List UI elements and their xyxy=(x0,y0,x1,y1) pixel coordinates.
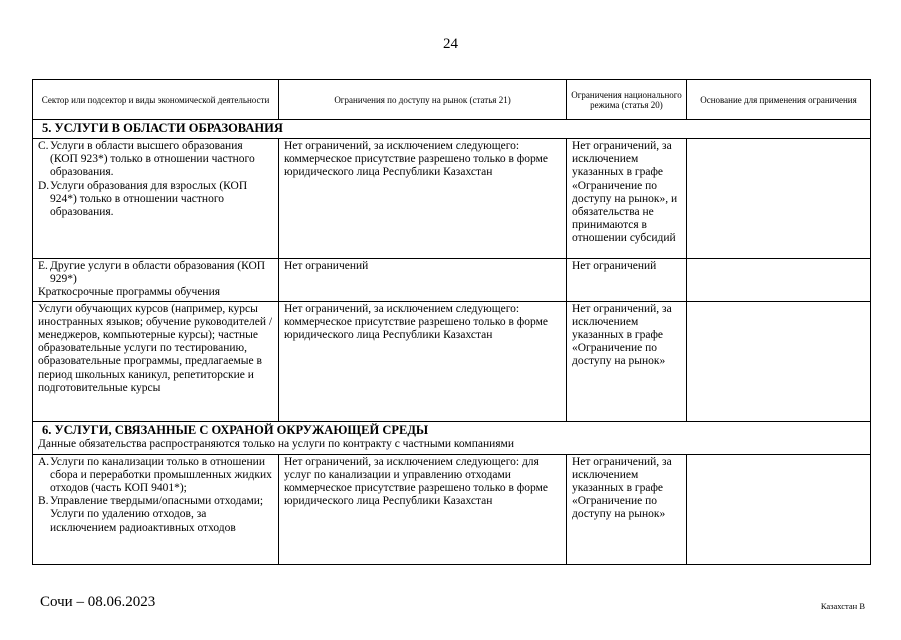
list-item xyxy=(38,140,273,180)
item-marker: C. xyxy=(38,140,49,152)
market-access-cell: Нет ограничений, за исключением следующего: коммерческое присутствие разрешено только в форме юридического лица Республики Казахстан xyxy=(279,139,567,259)
market-access-cell: Нет ограничений, за исключением следующего: для услуг по канализации и управлению отходами коммерческое присутствие разрешено только в форме юридического лица Республики Казахстан xyxy=(279,454,567,564)
table-row xyxy=(33,301,871,421)
section-title: 6. УСЛУГИ, СВЯЗАННЫЕ С ОХРАНОЙ ОКРУЖАЮЩЕЙ СРЕДЫ xyxy=(42,422,429,437)
page-number: 24 xyxy=(443,36,458,52)
section-row xyxy=(33,421,871,454)
market-access-cell: Нет ограничений, за исключением следующего: коммерческое присутствие разрешено только в форме юридического лица Республики Казахстан xyxy=(279,301,567,421)
table-row xyxy=(33,139,871,259)
section-row xyxy=(33,120,871,139)
item-text: Услуги в области высшего образования (КОП 923*) только в отношении частного образования. xyxy=(50,140,255,179)
basis-cell xyxy=(687,259,871,302)
item-text: Другие услуги в области образования (КОП 929*) xyxy=(50,260,266,286)
header-market-access: Ограничения по доступу на рынок (статья 21) xyxy=(279,80,567,120)
footer-date: Сочи – 08.06.2023 xyxy=(40,594,156,610)
header-sector: Сектор или подсектор и виды экономической деятельности xyxy=(33,80,279,120)
table-row xyxy=(33,454,871,564)
sector-cell xyxy=(33,454,279,564)
item-marker: B. xyxy=(38,495,49,508)
national-treatment-cell: Нет ограничений xyxy=(567,259,687,302)
basis-cell xyxy=(687,139,871,259)
table-header-row xyxy=(33,80,871,120)
item-subtitle: Краткосрочные программы обучения xyxy=(38,286,221,299)
header-basis: Основание для применения ограничения xyxy=(687,80,871,120)
item-text: Услуги по канализации только в отношении сбора и переработки промышленных жидких отходов (часть КОП 9401*); xyxy=(50,455,272,495)
list-item xyxy=(38,495,273,508)
basis-cell xyxy=(687,301,871,421)
national-treatment-cell: Нет ограничений, за исключением указанных в графе «Ограничение по доступу на рынок», и обязательства не принимаются в отношении субсидий xyxy=(567,139,687,259)
national-treatment-cell: Нет ограничений, за исключением указанных в графе «Ограничение по доступу на рынок» xyxy=(567,454,687,564)
list-item xyxy=(38,456,273,496)
item-text: Управление твердыми/опасными отходами; xyxy=(50,495,264,508)
market-access-cell: Нет ограничений xyxy=(279,259,567,302)
item-text: Услуги образования для взрослых (КОП 924*) только в отношении частного образования. xyxy=(50,179,248,219)
section-note: Данные обязательства распространяются только на услуги по контракту с частными компаниями xyxy=(38,437,514,450)
sector-cell xyxy=(33,139,279,259)
item-marker: E. xyxy=(38,260,48,272)
table-row xyxy=(33,259,871,302)
commitments-table xyxy=(32,79,871,565)
list-item xyxy=(38,180,273,220)
header-national-treatment: Ограничения национального режима (статья 20) xyxy=(567,80,687,120)
basis-cell xyxy=(687,454,871,564)
footer-doc-label: Казахстан B xyxy=(820,601,865,611)
sector-cell: Услуги обучающих курсов (например, курсы иностранных языков; обучение руководителей /менеджеров, компьютерные курсы); частные образовательные услуги по тестированию, образовательные программы, предлагаемые в период школьных каникул, репетиторские и подготовительные курсы xyxy=(33,301,279,421)
item-marker: D. xyxy=(38,179,50,192)
sector-cell xyxy=(33,259,279,302)
item-subtitle: Услуги по удалению отходов, за исключением радиоактивных отходов xyxy=(50,508,236,534)
section-title: 5. УСЛУГИ В ОБЛАСТИ ОБРАЗОВАНИЯ xyxy=(42,121,283,135)
national-treatment-cell: Нет ограничений, за исключением указанных в графе «Ограничение по доступу на рынок» xyxy=(567,301,687,421)
list-item xyxy=(38,260,273,286)
item-marker: A. xyxy=(38,455,50,468)
